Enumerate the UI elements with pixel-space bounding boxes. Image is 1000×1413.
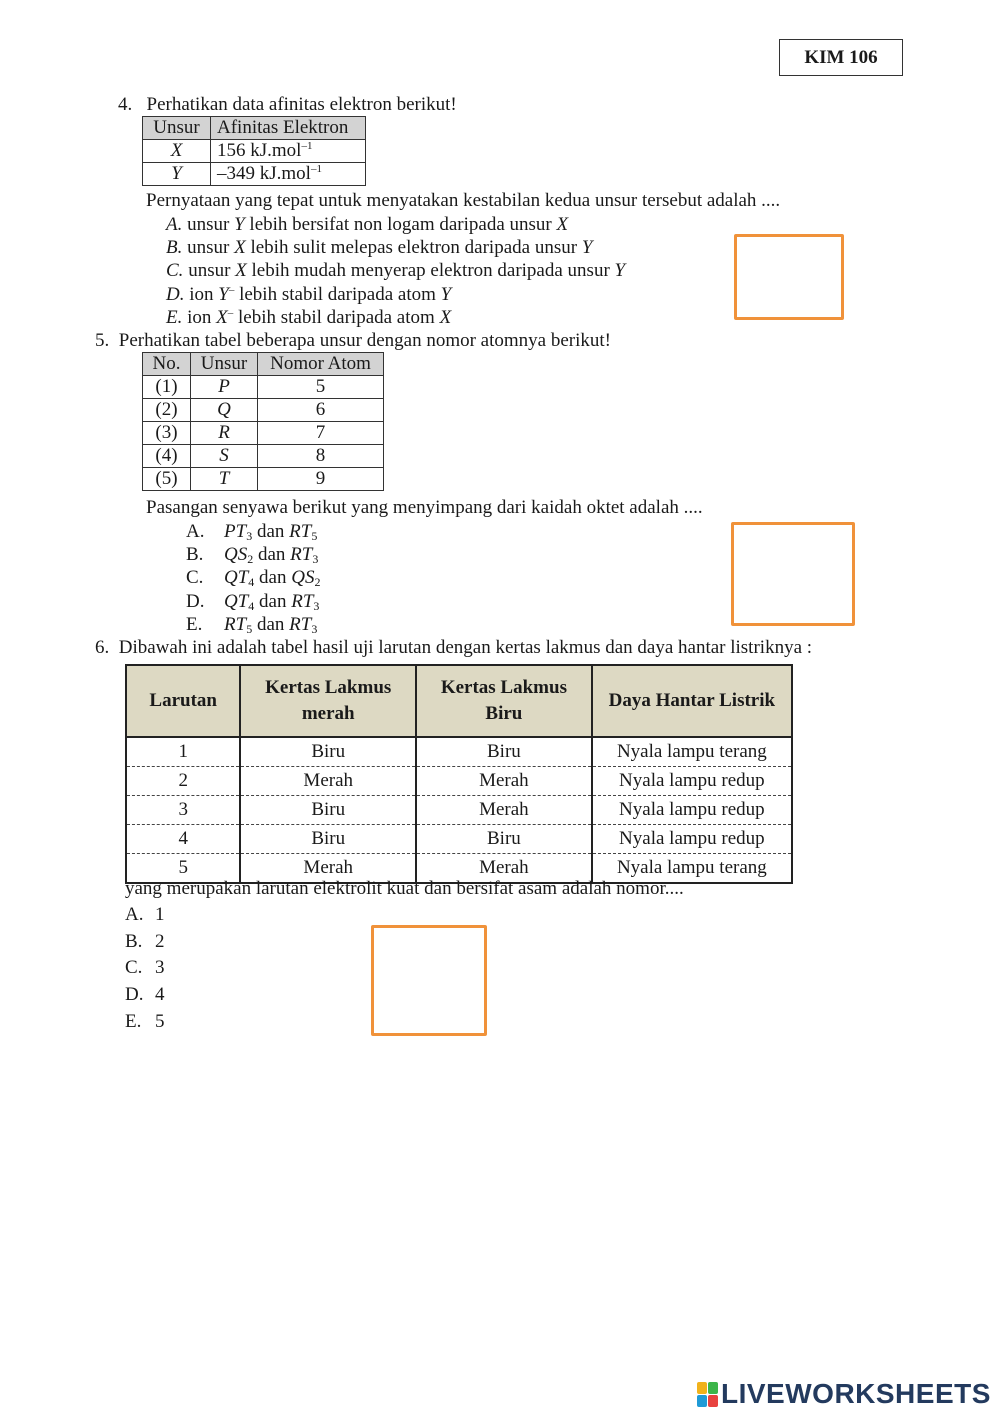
q4-answer-box[interactable] bbox=[734, 234, 844, 320]
table-row bbox=[143, 163, 366, 186]
q6-option-b: B. 2 bbox=[125, 931, 165, 952]
worksheet-code: KIM 106 bbox=[779, 39, 903, 76]
table-row: (1) P 5 bbox=[143, 376, 384, 399]
q4-option-a: A. unsur Y lebih bersifat non logam daripada unsur X bbox=[166, 214, 569, 235]
q4-number: 4. bbox=[118, 94, 133, 115]
table-row: 1 Biru Biru Nyala lampu terang bbox=[126, 737, 792, 767]
liveworksheets-logo[interactable] bbox=[697, 1378, 991, 1410]
table-row: (5) T 9 bbox=[143, 468, 384, 491]
q6-test-table bbox=[125, 664, 793, 884]
q5-element-table bbox=[142, 352, 384, 491]
q5-option-d: D. $QT_4$ dan $RT_3$ bbox=[186, 591, 320, 613]
table-row: (4) S 8 bbox=[143, 445, 384, 468]
q5-option-c: C. $QT_4$ dan $QS_2$ bbox=[186, 567, 321, 589]
header-cell: Kertas Lakmus Biru bbox=[416, 665, 592, 737]
q4-text: Perhatikan data afinitas elektron berikut! bbox=[146, 94, 457, 115]
table-row bbox=[143, 140, 366, 163]
q5-option-b: B. $QS_2$ dan $RT_3$ bbox=[186, 544, 319, 566]
q4-statement: Pernyataan yang tepat untuk menyatakan kestabilan kedua unsur tersebut adalah .... bbox=[146, 190, 781, 211]
q4-option-e: E. ion X– lebih stabil daripada atom X bbox=[166, 307, 452, 328]
q5-option-a: A. $PT_3$ dan $RT_5$ bbox=[186, 521, 318, 543]
header-cell: Kertas Lakmus merah bbox=[240, 665, 416, 737]
table-header-row bbox=[126, 665, 792, 737]
q4-option-d: D. ion Y– lebih stabil daripada atom Y bbox=[166, 284, 452, 305]
q4-affinity-table bbox=[142, 116, 366, 186]
q5-question bbox=[95, 330, 611, 352]
q5-option-e: E. $RT_5$ dan $RT_3$ bbox=[186, 614, 318, 636]
element-cell: X bbox=[170, 140, 183, 161]
q6-number: 6. bbox=[95, 637, 110, 658]
header-cell: Nomor Atom bbox=[258, 353, 384, 376]
table-row: 4 Biru Biru Nyala lampu redup bbox=[126, 825, 792, 854]
q6-statement: yang merupakan larutan elektrolit kuat dan bersifat asam adalah nomor.... bbox=[125, 878, 684, 899]
table-header-row bbox=[143, 353, 384, 376]
q6-question bbox=[95, 637, 812, 659]
q4-question bbox=[118, 94, 457, 116]
header-cell: No. bbox=[143, 353, 191, 376]
q6-answer-box[interactable] bbox=[371, 925, 487, 1036]
q5-number: 5. bbox=[95, 330, 110, 351]
q6-text: Dibawah ini adalah tabel hasil uji larutan dengan kertas lakmus dan daya hantar listriknya : bbox=[118, 637, 813, 658]
q5-answer-box[interactable] bbox=[731, 522, 855, 626]
q6-option-d: D. 4 bbox=[125, 984, 165, 1005]
q6-option-e: E. 5 bbox=[125, 1011, 165, 1032]
affinity-cell: –349 kJ.mol$^{-1}$ bbox=[211, 163, 366, 186]
affinity-cell: 156 kJ.mol$^{-1}$ bbox=[211, 140, 366, 163]
q6-option-a: A. 1 bbox=[125, 904, 165, 925]
table-row: (2) Q 6 bbox=[143, 399, 384, 422]
header-cell: Daya Hantar Listrik bbox=[592, 665, 792, 737]
element-cell: Y bbox=[171, 163, 182, 184]
q4-option-b: B. unsur X lebih sulit melepas elektron daripada unsur Y bbox=[166, 237, 593, 258]
q5-text: Perhatikan tabel beberapa unsur dengan nomor atomnya berikut! bbox=[118, 330, 611, 351]
q5-statement: Pasangan senyawa berikut yang menyimpang dari kaidah oktet adalah .... bbox=[146, 497, 703, 518]
table-header-row bbox=[143, 117, 366, 140]
q4-option-c: C. unsur X lebih mudah menyerap elektron daripada unsur Y bbox=[166, 260, 626, 281]
table-row: 3 Biru Merah Nyala lampu redup bbox=[126, 796, 792, 825]
logo-mark-icon bbox=[697, 1382, 718, 1407]
header-cell: Afinitas Elektron bbox=[211, 117, 366, 140]
logo-text: LIVEWORKSHEETS bbox=[721, 1378, 991, 1409]
table-row: 5 Merah Merah Nyala lampu terang bbox=[126, 854, 792, 884]
q6-option-c: C. 3 bbox=[125, 957, 165, 978]
table-row: (3) R 7 bbox=[143, 422, 384, 445]
table-row: 2 Merah Merah Nyala lampu redup bbox=[126, 767, 792, 796]
header-cell: Larutan bbox=[126, 665, 240, 737]
header-cell: Unsur bbox=[143, 117, 211, 140]
header-cell: Unsur bbox=[191, 353, 258, 376]
